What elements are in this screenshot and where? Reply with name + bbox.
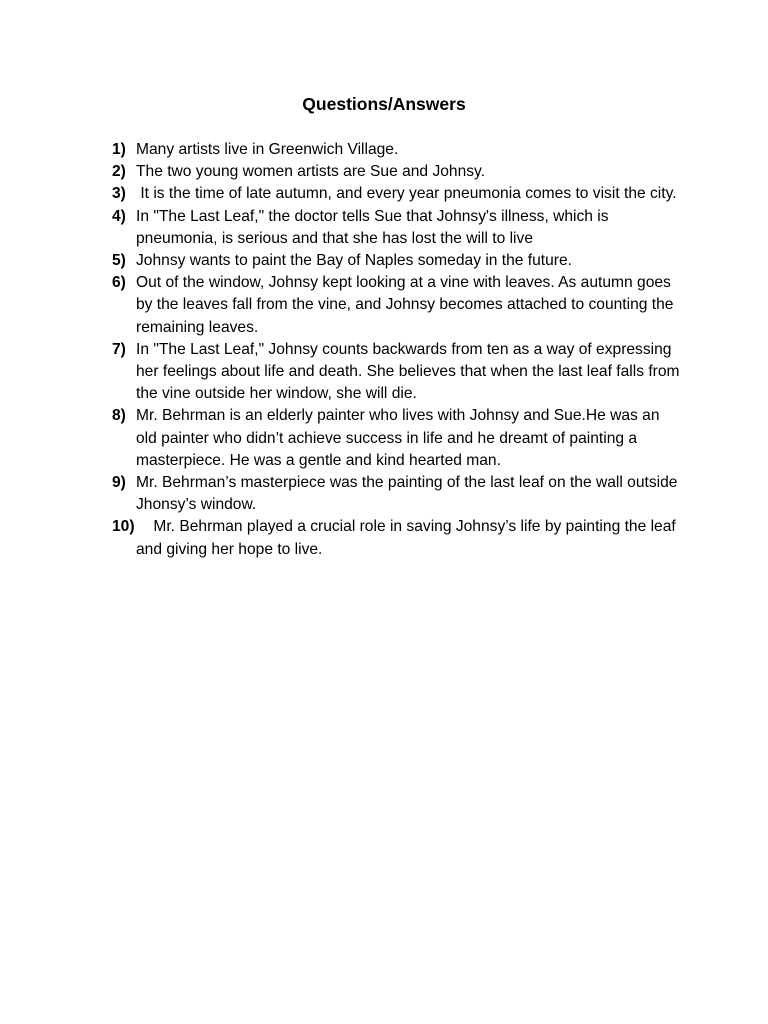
item-text: In "The Last Leaf," Johnsy counts backwards from ten as a way of expressing her feelings about life and death. She believes that when the last leaf falls from the vine outside her window, she will die.: [136, 340, 684, 403]
item-number: 7): [112, 340, 126, 358]
item-number: 4): [112, 207, 126, 225]
list-item: [112, 272, 682, 339]
item-text: Out of the window, Johnsy kept looking at a vine with leaves. As autumn goes by the leaves fall from the vine, and Johnsy becomes attached to counting the remaining leaves.: [136, 274, 678, 336]
item-number: 1): [112, 141, 126, 158]
item-text: In "The Last Leaf," the doctor tells Sue that Johnsy's illness, which is pneumonia, is serious and that she has lost the will to live: [136, 207, 613, 247]
item-text: The two young women artists are Sue and Johnsy.: [136, 163, 486, 181]
list-item: [112, 472, 682, 516]
page-title: Questions/Answers: [302, 94, 466, 114]
item-number: 9): [112, 474, 126, 492]
item-number: 3): [112, 185, 126, 203]
item-number: 6): [112, 274, 126, 292]
item-number: 8): [112, 407, 126, 425]
list-item: [112, 250, 682, 272]
list-item: [112, 161, 682, 183]
item-number: 2): [112, 163, 126, 181]
item-text: Mr. Behrman’s masterpiece was the painting of the last leaf on the wall outside Jhonsy’s window.: [136, 474, 682, 514]
item-text: Johnsy wants to paint the Bay of Naples someday in the future.: [136, 252, 573, 270]
list-item: [112, 516, 682, 560]
list-item: [112, 339, 682, 406]
item-text: Mr. Behrman is an elderly painter who lives with Johnsy and Sue.He was an old painter who didn’t achieve success in life and he dreamt of painting a masterpiece. He was a gentle and kind hearted man.: [136, 407, 664, 469]
item-text: It is the time of late autumn, and every year pneumonia comes to visit the city.: [136, 185, 677, 203]
list-item: [112, 206, 682, 250]
list-item: [112, 405, 682, 472]
list-item: [112, 139, 682, 161]
item-text: Many artists live in Greenwich Village.: [136, 141, 399, 158]
answers-list: [112, 139, 682, 561]
item-number: 10): [112, 518, 135, 536]
item-text: Mr. Behrman played a crucial role in saving Johnsy’s life by painting the leaf and giving her hope to live.: [136, 518, 681, 558]
list-item: [112, 183, 682, 205]
item-number: 5): [112, 252, 126, 270]
